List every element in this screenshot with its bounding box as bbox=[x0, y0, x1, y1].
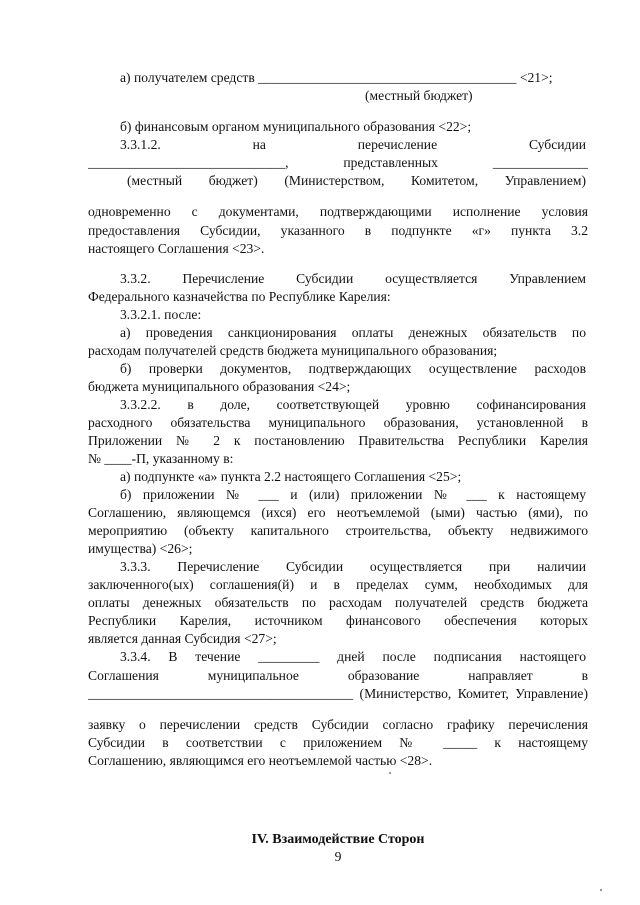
text-line: № ____-П, указанному в: bbox=[88, 451, 234, 466]
text-line: расходам получателей средств бюджета муниципального образования; bbox=[88, 343, 498, 358]
text-line: Приложении № 2 к постановлению Правительства Республики Карелия bbox=[88, 433, 588, 448]
text-line: 3.3.2.2. в доле, соответствующей уровню софинансирования bbox=[120, 397, 586, 412]
section-heading: IV. Взаимодействие Сторон bbox=[251, 832, 425, 847]
text-line: б) приложении № ___ и (или) приложении № ___ к настоящему bbox=[120, 487, 586, 502]
text-line: (местный бюджет) bbox=[365, 88, 473, 103]
scan-speck bbox=[600, 889, 602, 891]
text-line: является данная Субсидия <27>; bbox=[88, 631, 277, 646]
text-line: предоставления Субсидии, указанного в подпункте «г» пункта 3.2 bbox=[88, 223, 588, 238]
text-line: б) проверки документов, подтверждающих осуществление расходов bbox=[120, 361, 586, 376]
page-number: 9 bbox=[334, 849, 342, 864]
text-line: расходного обязательства муниципального образования, установленной в bbox=[88, 415, 588, 430]
text-line: Субсидии в соответствии с приложением № _____ к настоящему bbox=[88, 735, 588, 750]
text-line: Республики Карелия, источником финансового обеспечения которых bbox=[88, 613, 588, 628]
text-line: (местный бюджет) (Министерством, Комитетом, Управлением) bbox=[127, 173, 586, 188]
text-line: имущества) <26>; bbox=[88, 541, 193, 556]
text-line: оплаты денежных обязательств по расходам получателей средств бюджета bbox=[88, 595, 588, 610]
scan-speck bbox=[389, 772, 391, 774]
text-line: заявку о перечислении средств Субсидии согласно графику перечисления bbox=[88, 717, 588, 732]
text-line: а) проведения санкционирования оплаты денежных обязательств по bbox=[120, 325, 586, 340]
text-line: настоящего Соглашения <23>. bbox=[88, 241, 265, 256]
text-line: б) финансовым органом муниципального образования <22>; bbox=[120, 119, 472, 134]
text-line: заключенного(ых) соглашения(й) и в пределах сумм, необходимых для bbox=[88, 577, 588, 592]
text-line: одновременно с документами, подтверждающими исполнение условия bbox=[88, 204, 588, 219]
text-line: 3.3.2.1. после: bbox=[120, 307, 202, 322]
text-line: 3.3.4. В течение _________ дней после подписания настоящего bbox=[120, 649, 586, 664]
text-line: Соглашению, являющемся (ихся) его неотъемлемой (ыми) частью (ями), по bbox=[88, 505, 588, 520]
text-line: Соглашению, являющимся его неотъемлемой частью <28>. bbox=[88, 753, 433, 768]
text-line: мероприятию (объекту капитального строительства, объекту недвижимого bbox=[88, 523, 588, 538]
text-line: бюджета муниципального образования <24>; bbox=[88, 379, 351, 394]
text-line: 3.3.1.2. на перечисление Субсидии bbox=[120, 137, 586, 152]
text-line: _____________________________, представленных ______________ bbox=[88, 155, 588, 170]
text-line: 3.3.2. Перечисление Субсидии осуществляется Управлением bbox=[120, 271, 586, 286]
text-line: а) получателем средств ______________________________________ <21>; bbox=[120, 70, 553, 85]
text-line: 3.3.3. Перечисление Субсидии осуществляется при наличии bbox=[120, 559, 586, 574]
text-line: Федерального казначейства по Республике Карелия: bbox=[88, 289, 391, 304]
text-line: а) подпункте «а» пункта 2.2 настоящего Соглашения <25>; bbox=[120, 469, 462, 484]
text-line: _______________________________________ (Министерство, Комитет, Управление) bbox=[88, 686, 588, 701]
text-line: Соглашения муниципальное образование направляет в bbox=[88, 668, 588, 683]
